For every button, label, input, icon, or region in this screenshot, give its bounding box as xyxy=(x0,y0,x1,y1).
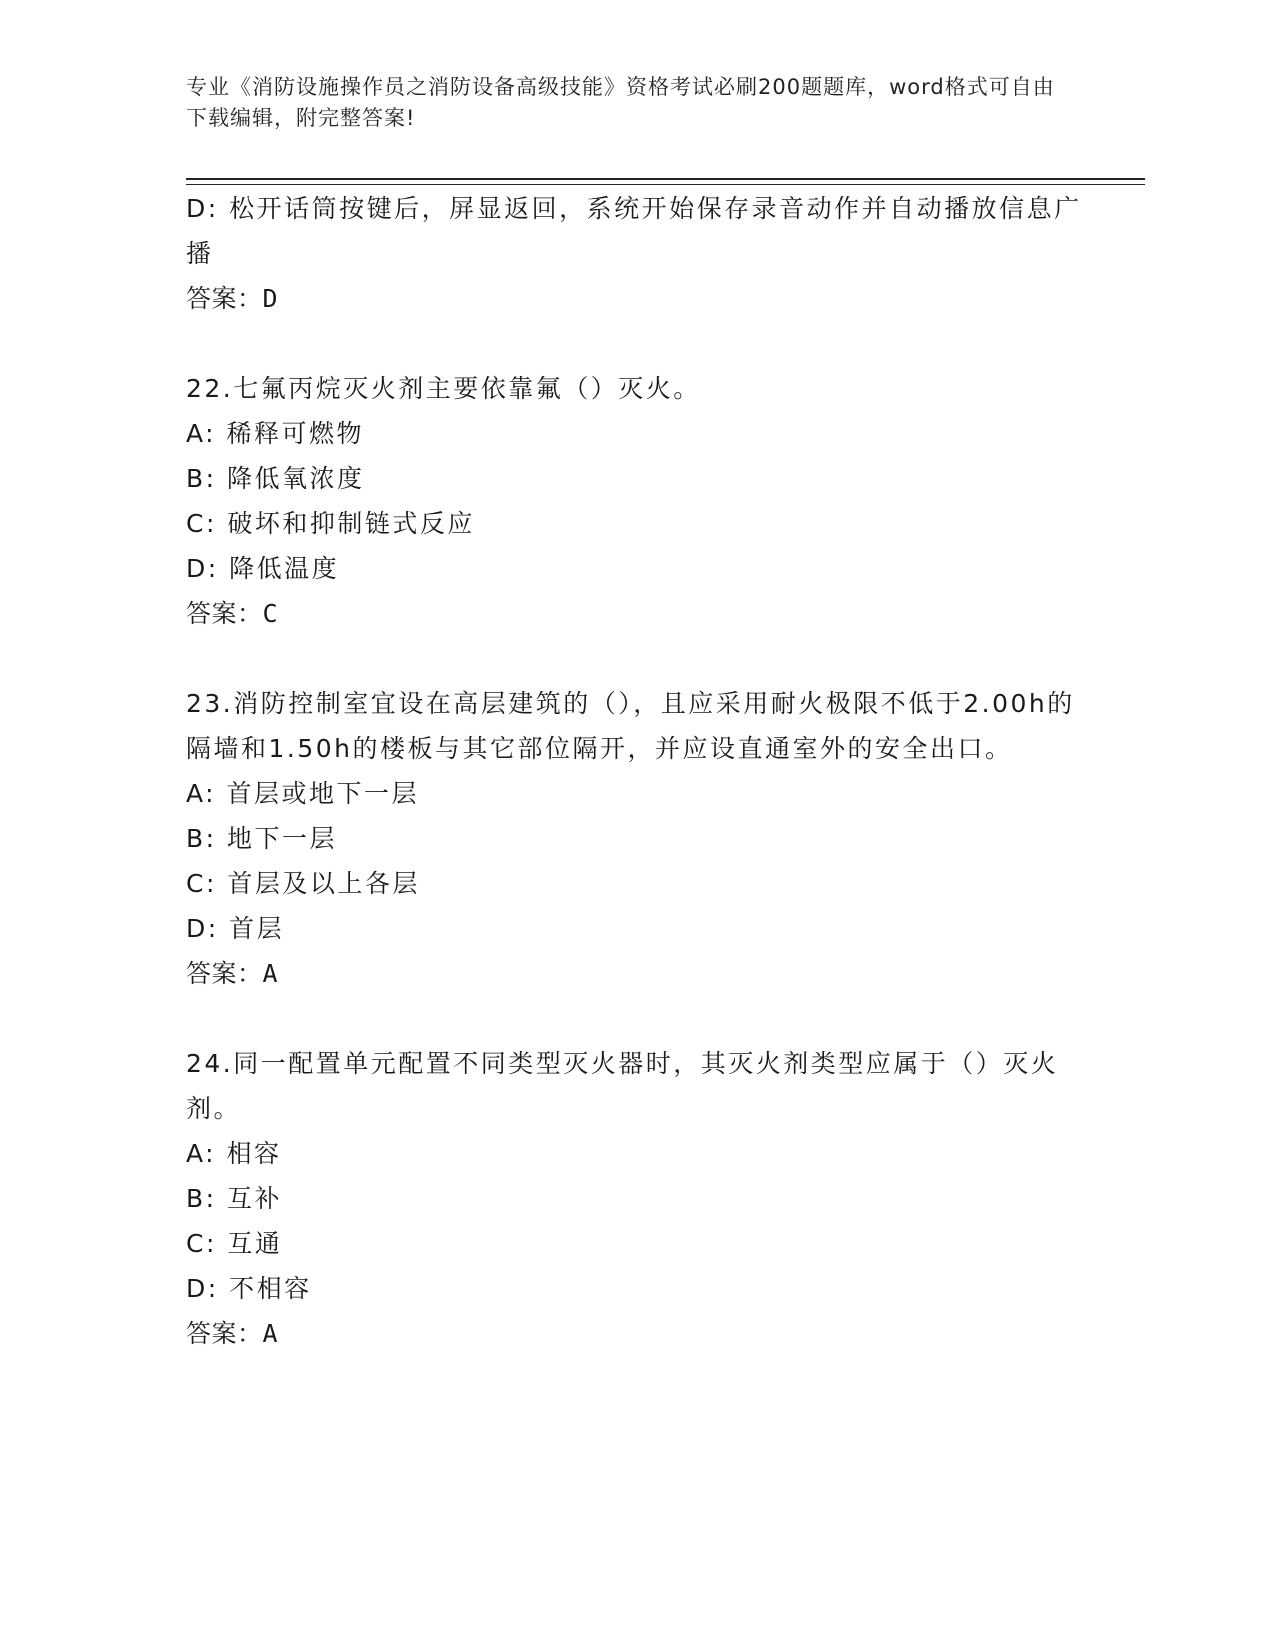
option-b: B: 地下一层 xyxy=(186,824,338,853)
option-b: B: 降低氧浓度 xyxy=(186,464,365,493)
answer: 答案：C xyxy=(186,599,279,628)
question-23 xyxy=(186,681,1086,996)
option-b: B: 互补 xyxy=(186,1184,283,1213)
spacer xyxy=(186,996,1086,1041)
question-stem: 23.消防控制室宜设在高层建筑的（），且应采用耐火极限不低于2.00h的隔墙和1.50h的楼板与其它部位隔开，并应设直通室外的安全出口。 xyxy=(186,689,1075,763)
question-stem: 22.七氟丙烷灭火剂主要依靠氟（）灭火。 xyxy=(186,374,701,403)
option-c: C: 破坏和抑制链式反应 xyxy=(186,509,475,538)
spacer xyxy=(186,636,1086,681)
document-header: 专业《消防设施操作员之消防设备高级技能》资格考试必刷200题题库，word格式可自由下载编辑，附完整答案! xyxy=(186,75,1055,130)
option-a: A: 稀释可燃物 xyxy=(186,419,365,448)
option-d: D: 降低温度 xyxy=(186,554,340,583)
option-c: C: 首层及以上各层 xyxy=(186,869,420,898)
option-a: A: 首层或地下一层 xyxy=(186,779,420,808)
question-content xyxy=(186,186,1086,1356)
option-d: D: 不相容 xyxy=(186,1274,312,1303)
answer: 答案：A xyxy=(186,959,279,988)
question-24 xyxy=(186,1041,1086,1356)
question-22 xyxy=(186,366,1086,636)
question-stem: 24.同一配置单元配置不同类型灭火器时，其灭火剂类型应属于（）灭火剂。 xyxy=(186,1049,1059,1123)
option-c: C: 互通 xyxy=(186,1229,283,1258)
prev-answer: 答案：D xyxy=(186,284,279,313)
header-divider xyxy=(186,178,1145,185)
option-a: A: 相容 xyxy=(186,1139,282,1168)
spacer xyxy=(186,321,1086,366)
option-d: D: 首层 xyxy=(186,914,285,943)
answer: 答案：A xyxy=(186,1319,279,1348)
prev-option-d: D: 松开话筒按键后，屏显返回，系统开始保存录音动作并自动播放信息广播 xyxy=(186,194,1082,268)
